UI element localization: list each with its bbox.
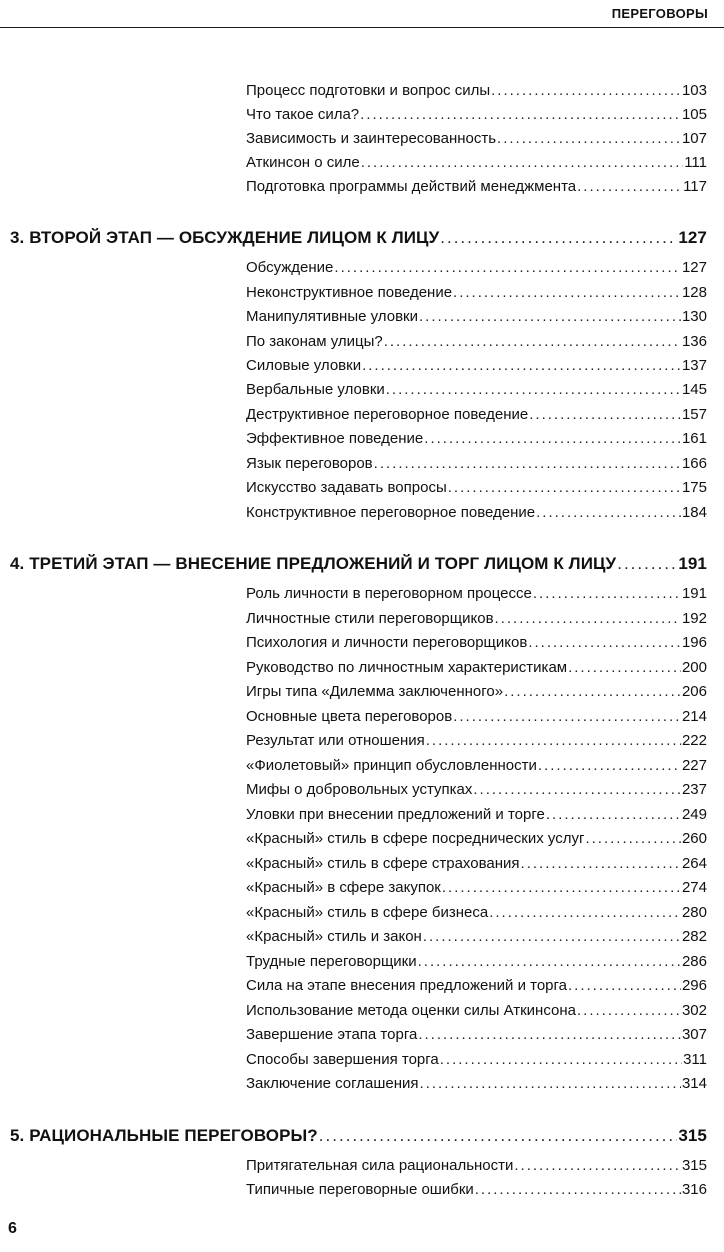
toc-entry[interactable] — [246, 1075, 707, 1099]
chapter-page: 191 — [678, 554, 707, 573]
toc-entry-title: Личностные стили переговорщиков — [246, 610, 494, 627]
toc-entry-page: 145 — [681, 381, 707, 398]
toc-entry[interactable] — [246, 634, 707, 658]
toc-entry-title: Способы завершения торга — [246, 1051, 439, 1068]
leader-dots — [442, 879, 681, 896]
leader-dots — [529, 406, 681, 423]
toc-entry-page: 136 — [681, 333, 707, 350]
toc-entry[interactable] — [246, 381, 707, 405]
leader-dots — [473, 781, 681, 798]
leader-dots — [538, 757, 681, 774]
toc-entry-page: 249 — [681, 806, 707, 823]
leader-dots — [521, 855, 681, 872]
toc-entry-title: Конструктивное переговорное поведение — [246, 504, 536, 521]
leader-dots — [491, 82, 681, 99]
toc-entry-page: 227 — [681, 757, 707, 774]
toc-entry[interactable] — [246, 1002, 707, 1026]
toc-entry[interactable] — [246, 130, 707, 154]
toc-entry[interactable] — [246, 953, 707, 977]
header-rule — [0, 27, 724, 28]
toc-entry-title: Что такое сила? — [246, 106, 360, 123]
toc-entry[interactable] — [246, 757, 707, 781]
toc-entry-title: Основные цвета переговоров — [246, 708, 453, 725]
chapter-title: 3. ВТОРОЙ ЭТАП — ОБСУЖДЕНИЕ ЛИЦОМ К ЛИЦУ — [10, 228, 440, 247]
toc-entry[interactable] — [246, 357, 707, 381]
toc-entry-page: 316 — [681, 1181, 707, 1198]
toc-entry-page: 130 — [681, 308, 707, 325]
toc-entry-title: Зависимость и заинтересованность — [246, 130, 497, 147]
toc-entry-page: 103 — [681, 82, 707, 99]
toc-entry-title: Язык переговоров — [246, 455, 373, 472]
toc-entry[interactable] — [246, 333, 707, 357]
toc-entry-title: Вербальные уловки — [246, 381, 385, 398]
toc-entry-title: Роль личности в переговорном процессе — [246, 585, 532, 602]
toc-entry[interactable] — [246, 928, 707, 952]
toc-entry[interactable] — [246, 855, 707, 879]
leader-dots — [384, 333, 681, 350]
leader-dots — [334, 259, 681, 276]
toc-entry-page: 206 — [681, 683, 707, 700]
toc-entry-title: Деструктивное переговорное поведение — [246, 406, 529, 423]
toc-entry[interactable] — [246, 406, 707, 430]
toc-entry-title: Психология и личности переговорщиков — [246, 634, 528, 651]
toc-entry-title: Притягательная сила рациональности — [246, 1157, 514, 1174]
toc-entry-title: Подготовка программы действий менеджмента — [246, 178, 577, 195]
leader-dots — [577, 178, 682, 195]
toc-entry-page: 157 — [681, 406, 707, 423]
toc-entry-page: 307 — [681, 1026, 707, 1043]
leader-dots — [489, 904, 681, 921]
toc-entry[interactable] — [246, 683, 707, 707]
toc-entry[interactable] — [246, 455, 707, 479]
leader-dots — [426, 732, 681, 749]
toc-entry[interactable] — [246, 904, 707, 928]
toc-entry-title: Использование метода оценки силы Аткинсона — [246, 1002, 576, 1019]
toc-entry-page: 222 — [681, 732, 707, 749]
leader-dots — [514, 1157, 681, 1174]
toc-entry[interactable] — [246, 154, 707, 178]
toc-entry[interactable] — [246, 1051, 707, 1075]
leader-dots — [319, 1126, 678, 1146]
toc-entry[interactable] — [246, 879, 707, 903]
toc-entry-page: 191 — [681, 585, 707, 602]
leader-dots — [386, 381, 681, 398]
leader-dots — [495, 610, 681, 627]
leader-dots — [418, 953, 681, 970]
leader-dots — [453, 284, 681, 301]
leader-dots — [362, 357, 681, 374]
chapter-page: 315 — [678, 1126, 707, 1145]
toc-entry-title: Обсуждение — [246, 259, 334, 276]
toc-chapter-5[interactable] — [10, 1126, 707, 1152]
toc-entry[interactable] — [246, 806, 707, 830]
toc-entry-title: «Красный» стиль и закон — [246, 928, 422, 945]
toc-entry-title: «Красный» стиль в сфере бизнеса — [246, 904, 489, 921]
toc-entry-title: Аткинсон о силе — [246, 154, 360, 171]
toc-entry-title: «Красный» стиль в сфере посреднических услуг — [246, 830, 585, 847]
toc-entry-title: Трудные переговорщики — [246, 953, 417, 970]
running-header: ПЕРЕГОВОРЫ — [611, 6, 708, 21]
chapter-title: 5. РАЦИОНАЛЬНЫЕ ПЕРЕГОВОРЫ? — [10, 1126, 318, 1145]
leader-dots — [424, 430, 681, 447]
leader-dots — [361, 154, 683, 171]
toc-entry[interactable] — [246, 82, 707, 106]
toc-entry[interactable] — [246, 284, 707, 308]
leader-dots — [577, 1002, 681, 1019]
toc-entry-title: Результат или отношения — [246, 732, 425, 749]
toc-entry-title: Искусство задавать вопросы — [246, 479, 447, 496]
toc-entry-page: 314 — [681, 1075, 707, 1092]
leader-dots — [585, 830, 681, 847]
toc-entry[interactable] — [246, 479, 707, 503]
toc-entry-page: 302 — [681, 1002, 707, 1019]
toc-entry-page: 117 — [683, 178, 707, 195]
leader-dots — [419, 308, 681, 325]
toc-entry[interactable] — [246, 504, 707, 528]
toc-entry-title: «Фиолетовый» принцип обусловленности — [246, 757, 537, 774]
toc-entry[interactable] — [246, 830, 707, 854]
toc-entry[interactable] — [246, 106, 707, 130]
toc-entry[interactable] — [246, 708, 707, 732]
toc-entry-title: Типичные переговорные ошибки — [246, 1181, 474, 1198]
toc-entry-page: 192 — [681, 610, 707, 627]
leader-dots — [440, 1051, 682, 1068]
toc-entry[interactable] — [246, 1026, 707, 1050]
leader-dots — [568, 659, 681, 676]
leader-dots — [448, 479, 681, 496]
toc-entry-page: 105 — [681, 106, 707, 123]
toc-entry-page: 175 — [681, 479, 707, 496]
toc-entry[interactable] — [246, 610, 707, 634]
toc-entry-title: «Красный» в сфере закупок — [246, 879, 441, 896]
toc-entry-page: 311 — [683, 1051, 707, 1068]
toc-chapter-4[interactable] — [10, 554, 707, 580]
toc-entry-title: По законам улицы? — [246, 333, 383, 350]
toc-entry[interactable] — [246, 1181, 707, 1205]
leader-dots — [617, 554, 677, 574]
toc-entry[interactable] — [246, 781, 707, 805]
leader-dots — [374, 455, 681, 472]
toc-entry-title: Силовые уловки — [246, 357, 362, 374]
toc-entry-page: 107 — [681, 130, 707, 147]
toc-entry-title: Манипулятивные уловки — [246, 308, 418, 325]
toc-entry[interactable] — [246, 308, 707, 332]
toc-entry-page: 280 — [681, 904, 707, 921]
toc-entry[interactable] — [246, 259, 707, 283]
leader-dots — [504, 683, 681, 700]
toc-entry-page: 111 — [684, 154, 707, 171]
toc-entry-page: 166 — [681, 455, 707, 472]
toc-entry-title: Заключение соглашения — [246, 1075, 419, 1092]
toc-entry-page: 184 — [681, 504, 707, 521]
toc-entry-title: Завершение этапа торга — [246, 1026, 418, 1043]
toc-entry-page: 137 — [681, 357, 707, 374]
leader-dots — [528, 634, 681, 651]
toc-entry-page: 237 — [681, 781, 707, 798]
leader-dots — [420, 1075, 681, 1092]
toc-entry-page: 286 — [681, 953, 707, 970]
toc-entry[interactable] — [246, 585, 707, 609]
leader-dots — [360, 106, 681, 123]
toc-entry-page: 260 — [681, 830, 707, 847]
toc-entry-page: 264 — [681, 855, 707, 872]
toc-entry[interactable] — [246, 977, 707, 1001]
toc-entry[interactable] — [246, 430, 707, 454]
toc-entry-title: Руководство по личностным характеристикам — [246, 659, 568, 676]
toc-entry-page: 282 — [681, 928, 707, 945]
page-number: 6 — [8, 1220, 17, 1237]
chapter-page: 127 — [678, 228, 707, 247]
toc-entry-page: 196 — [681, 634, 707, 651]
toc-entry-title: Неконструктивное поведение — [246, 284, 453, 301]
toc-entry-title: Эффективное поведение — [246, 430, 424, 447]
toc-entry-page: 127 — [681, 259, 707, 276]
toc-entry-title: Игры типа «Дилемма заключенного» — [246, 683, 504, 700]
toc-entry[interactable] — [246, 732, 707, 756]
leader-dots — [533, 585, 681, 602]
toc-entry-title: Уловки при внесении предложений и торге — [246, 806, 545, 823]
leader-dots — [475, 1181, 681, 1198]
leader-dots — [497, 130, 681, 147]
toc-entry-page: 296 — [681, 977, 707, 994]
toc-entry-title: «Красный» стиль в сфере страхования — [246, 855, 520, 872]
chapter-title: 4. ТРЕТИЙ ЭТАП — ВНЕСЕНИЕ ПРЕДЛОЖЕНИЙ И ТОРГ ЛИЦОМ К ЛИЦУ — [10, 554, 617, 573]
toc-entry-page: 200 — [681, 659, 707, 676]
toc-chapter-3[interactable] — [10, 228, 707, 254]
toc-entry-page: 128 — [681, 284, 707, 301]
leader-dots — [440, 228, 677, 248]
leader-dots — [453, 708, 681, 725]
toc-entry-title: Мифы о добровольных уступках — [246, 781, 473, 798]
toc-entry-title: Процесс подготовки и вопрос силы — [246, 82, 491, 99]
toc-entry[interactable] — [246, 178, 707, 202]
leader-dots — [423, 928, 681, 945]
toc-entry-page: 274 — [681, 879, 707, 896]
toc-entry-page: 214 — [681, 708, 707, 725]
toc-entry-page: 161 — [681, 430, 707, 447]
leader-dots — [418, 1026, 681, 1043]
leader-dots — [568, 977, 681, 994]
leader-dots — [536, 504, 681, 521]
toc-entry[interactable] — [246, 1157, 707, 1181]
toc-entry-title: Сила на этапе внесения предложений и торга — [246, 977, 567, 994]
toc-entry-page: 315 — [681, 1157, 707, 1174]
leader-dots — [546, 806, 681, 823]
toc-entry[interactable] — [246, 659, 707, 683]
